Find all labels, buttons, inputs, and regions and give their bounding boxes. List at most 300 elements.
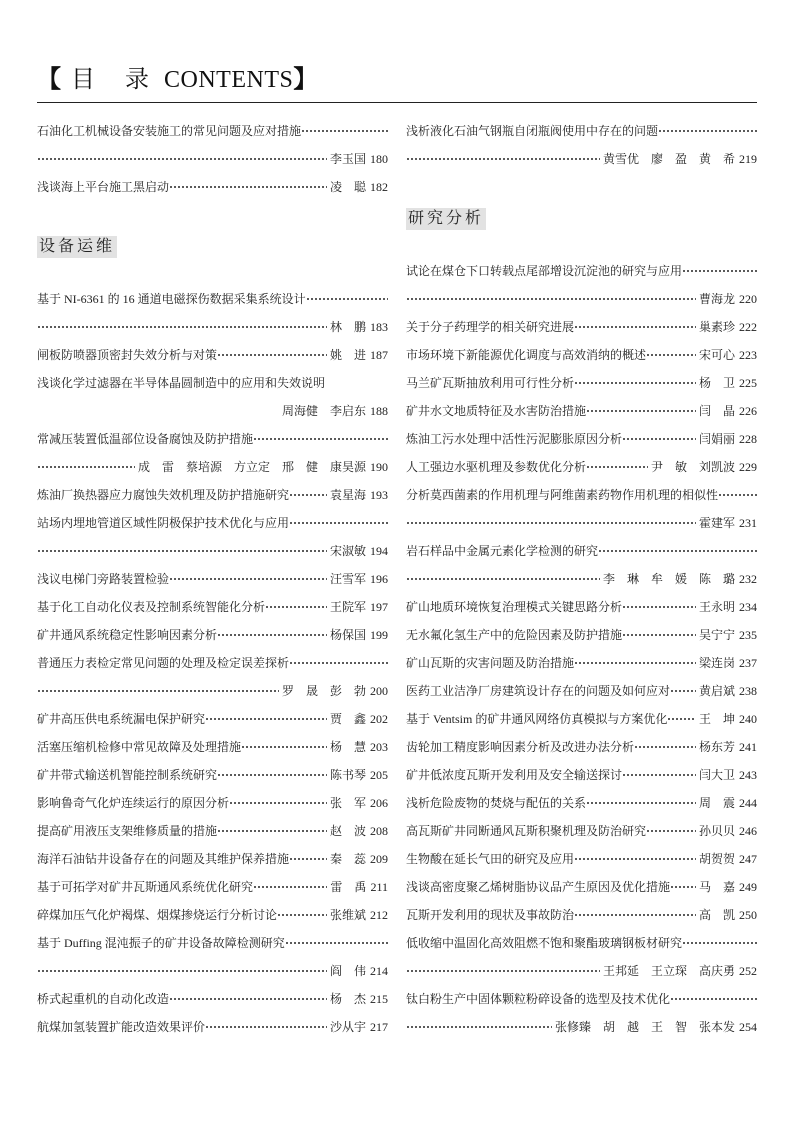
entry-authors: 汪雪军: [329, 572, 366, 586]
dot-leader: [253, 425, 388, 453]
entry-authors: 王院军: [329, 600, 366, 614]
entry-line: [406, 705, 757, 733]
entry-title: 浅谈海上平台施工黑启动: [37, 180, 170, 194]
dot-leader: [682, 929, 757, 957]
toc-entry: [406, 341, 757, 369]
entry-title: 齿轮加工精度影响因素分析及改进办法分析: [406, 740, 635, 754]
entry-title: 浅议电梯门旁路装置检验: [37, 572, 170, 586]
entry-title: 医药工业洁净厂房建筑设计存在的问题及如何应对: [406, 684, 671, 698]
entry-authors: 王永明: [698, 600, 735, 614]
dot-leader: [169, 173, 327, 201]
dot-leader: [289, 509, 388, 537]
entry-byline: [37, 677, 388, 705]
dot-leader: [667, 705, 696, 733]
entry-title: 生物酸在延长气田的研究及应用: [406, 852, 575, 866]
entry-authors: 孙贝贝: [698, 824, 735, 838]
entry-authors: 李 琳 牟 媛 陈 璐: [602, 572, 735, 586]
dot-leader: [406, 1013, 552, 1041]
dot-leader: [406, 285, 696, 313]
entry-line: [37, 789, 388, 817]
entry-title: 普通压力表检定常见问题的处理及检定误差探析: [37, 656, 290, 670]
entry-title: 矿井高压供电系统漏电保护研究: [37, 712, 206, 726]
dot-leader: [301, 117, 388, 145]
entry-authors: 闫大卫: [698, 768, 735, 782]
toc-entry: [406, 313, 757, 341]
entry-authors: 周海健 李启东: [281, 404, 366, 418]
header-rule: [37, 102, 757, 103]
dot-leader: [277, 901, 327, 929]
section-research-analysis: [406, 173, 757, 1041]
entry-authors: 杨 慧: [329, 740, 366, 754]
toc-entry: [406, 733, 757, 761]
entry-line: [37, 985, 388, 1013]
entry-authors: 罗 晟 彭 勃: [281, 684, 366, 698]
entry-title: 关于分子药理学的相关研究进展: [406, 320, 575, 334]
entry-title: 常减压装置低温部位设备腐蚀及防护措施: [37, 432, 254, 446]
entry-page: 228: [739, 432, 757, 446]
toc-entry: [37, 369, 388, 425]
entry-title: 桥式起重机的自动化改造: [37, 992, 170, 1006]
entry-authors: 杨保国: [329, 628, 366, 642]
toc-entry: [37, 733, 388, 761]
entry-authors: 王邦延 王立琛 高庆勇: [602, 964, 735, 978]
entry-title-line: [37, 929, 388, 957]
entry-title-line: [37, 117, 388, 145]
entry-line: [406, 733, 757, 761]
entry-authors: 霍建军: [698, 516, 735, 530]
entry-title-line: [406, 929, 757, 957]
dot-leader: [217, 817, 327, 845]
entry-title: 活塞压缩机检修中常见故障及处理措施: [37, 740, 242, 754]
toc-entry: [406, 481, 757, 537]
entry-title-line: [406, 117, 757, 145]
toc-entry: [406, 677, 757, 705]
entry-page: 250: [739, 908, 757, 922]
entry-authors: 黄雪优 廖 盈 黄 希: [602, 152, 735, 166]
entry-authors: 阎 伟: [329, 964, 366, 978]
entry-page: 190: [370, 460, 388, 474]
entry-line: [37, 845, 388, 873]
dot-leader: [37, 957, 327, 985]
toc-entry: [37, 481, 388, 509]
dot-leader: [37, 313, 327, 341]
dot-leader: [718, 481, 757, 509]
entry-title: 闸板防喷器顶密封失效分析与对策: [37, 348, 218, 362]
entry-title: 浅谈高密度聚乙烯树脂协议品产生原因及优化措施: [406, 880, 671, 894]
entry-page: 244: [739, 796, 757, 810]
dot-leader: [574, 649, 696, 677]
entry-line: [37, 705, 388, 733]
entry-page: 229: [739, 460, 757, 474]
entry-line: [37, 873, 388, 901]
entry-title: 分析莫西菌素的作用机理与阿维菌素药物作用机理的相似性: [406, 488, 719, 502]
entry-authors: 宋可心: [698, 348, 735, 362]
entry-line: [406, 621, 757, 649]
toc-entry: [406, 929, 757, 985]
dot-leader: [646, 341, 696, 369]
entry-byline: [37, 537, 388, 565]
toc-entry: [37, 285, 388, 341]
dot-leader: [37, 677, 279, 705]
heading-title-en: CONTENTS: [164, 67, 294, 93]
entry-title-line: [406, 985, 757, 1013]
entry-line: [406, 341, 757, 369]
dot-leader: [289, 481, 327, 509]
toc-entry: [37, 873, 388, 901]
section-heading: 设备运维: [37, 236, 117, 258]
entry-authors: 周 震: [698, 796, 735, 810]
entry-title: 影响鲁奇气化炉连续运行的原因分析: [37, 796, 230, 810]
toc-entry: [37, 901, 388, 929]
entry-authors: 闫娟丽: [698, 432, 735, 446]
toc-entry: [37, 705, 388, 733]
dot-leader: [169, 565, 327, 593]
entry-authors: 赵 波: [329, 824, 366, 838]
entry-title-line: [37, 649, 388, 677]
toc-entry: [37, 621, 388, 649]
toc-entry: [406, 621, 757, 649]
entry-byline: [406, 957, 757, 985]
entry-authors: 陈书琴: [329, 768, 366, 782]
entry-authors: 李玉国: [329, 152, 366, 166]
entry-page: 241: [739, 740, 757, 754]
entry-authors: 成 雷 蔡培源 方立定 邢 健 康昊源: [137, 460, 366, 474]
entry-page: 208: [370, 824, 388, 838]
entry-line: [406, 593, 757, 621]
dot-leader: [622, 593, 696, 621]
entry-line: [406, 425, 757, 453]
entry-title: 矿井低浓度瓦斯开发利用及安全输送探讨: [406, 768, 623, 782]
entry-page: 183: [370, 320, 388, 334]
entry-page: 222: [739, 320, 757, 334]
entry-page: 235: [739, 628, 757, 642]
entry-authors: 杨 杰: [329, 992, 366, 1006]
entry-authors: 黄启斌: [698, 684, 735, 698]
toc-entry: [37, 845, 388, 873]
entry-title: 碎煤加压气化炉褐煤、烟煤掺烧运行分析讨论: [37, 908, 278, 922]
entry-title-line: [406, 537, 757, 565]
entry-line: [37, 901, 388, 929]
entry-line: [406, 873, 757, 901]
entry-line: [406, 761, 757, 789]
entry-authors: 姚 进: [329, 348, 366, 362]
toc-column-right: [406, 117, 757, 1041]
entry-title-line: [37, 285, 388, 313]
entry-authors: 张 军: [329, 796, 366, 810]
dot-leader: [217, 621, 327, 649]
dot-leader: [670, 985, 757, 1013]
dot-leader: [574, 313, 696, 341]
dot-leader: [205, 705, 327, 733]
entry-title: 基于可拓学对矿井瓦斯通风系统优化研究: [37, 880, 254, 894]
entry-title: 提高矿用液压支架维修质量的措施: [37, 824, 218, 838]
entry-title: 马兰矿瓦斯抽放利用可行性分析: [406, 376, 575, 390]
dot-leader: [289, 649, 388, 677]
toc-entry: [37, 985, 388, 1013]
toc-entry: [406, 985, 757, 1041]
entry-title: 石油化工机械设备安装施工的常见问题及应对措施: [37, 124, 302, 138]
dot-leader: [670, 677, 696, 705]
entry-authors: 宋淑敏: [329, 544, 366, 558]
entry-page: 238: [739, 684, 757, 698]
entry-title-line: [406, 257, 757, 285]
entry-line: [37, 565, 388, 593]
entry-title: 基于 NI-6361 的 16 通道电磁探伤数据采集系统设计: [37, 292, 306, 306]
entry-page: 247: [739, 852, 757, 866]
dot-leader: [574, 901, 696, 929]
entry-title: 岩石样品中金属元素化学检测的研究: [406, 544, 599, 558]
entry-page: 180: [370, 152, 388, 166]
entry-title: 试论在煤仓下口转载点尾部增设沉淀池的研究与应用: [406, 264, 683, 278]
toc-entry: [37, 341, 388, 369]
entry-page: 243: [739, 768, 757, 782]
entry-authors: 袁星海: [329, 488, 366, 502]
heading-bracket-close: 】: [293, 67, 318, 93]
toc-column-left: [37, 117, 388, 1041]
entry-line: [37, 1013, 388, 1041]
entry-page: 237: [739, 656, 757, 670]
section-entries: [406, 257, 757, 1041]
entry-title: 基于化工自动化仪表及控制系统智能化分析: [37, 600, 266, 614]
dot-leader: [622, 621, 696, 649]
entry-line: [406, 845, 757, 873]
dot-leader: [634, 733, 696, 761]
dot-leader: [265, 593, 327, 621]
entry-line: [37, 481, 388, 509]
entry-authors: 贾 鑫: [329, 712, 366, 726]
entry-page: 226: [739, 404, 757, 418]
entry-page: 205: [370, 768, 388, 782]
dot-leader: [406, 957, 600, 985]
dot-leader: [574, 845, 696, 873]
entry-line: [37, 173, 388, 201]
entry-line: [406, 901, 757, 929]
section-head-row: [406, 173, 757, 257]
dot-leader: [37, 537, 327, 565]
toc-entry: [406, 425, 757, 453]
toc-entry: [406, 537, 757, 593]
entry-page: 246: [739, 824, 757, 838]
entry-page: 254: [739, 1020, 757, 1034]
dot-leader: [586, 453, 648, 481]
toc-entry: [406, 453, 757, 481]
dot-leader: [586, 789, 696, 817]
toc-entry: [406, 369, 757, 397]
entry-page: 215: [370, 992, 388, 1006]
dot-leader: [406, 509, 696, 537]
entry-page: 211: [370, 880, 388, 894]
entry-line: [406, 397, 757, 425]
dot-leader: [646, 817, 696, 845]
continued-entries: [406, 117, 757, 173]
entry-page: 225: [739, 376, 757, 390]
toc-entry: [37, 425, 388, 481]
dot-leader: [622, 761, 696, 789]
entry-page: 212: [370, 908, 388, 922]
section-heading: 研究分析: [406, 208, 486, 230]
toc-entry: [406, 817, 757, 845]
toc-entry: [406, 789, 757, 817]
toc-entry: [406, 117, 757, 173]
section-equipment-maintenance: [37, 201, 388, 1041]
entry-page: 249: [739, 880, 757, 894]
entry-title: 矿井水文地质特征及水害防治措施: [406, 404, 587, 418]
entry-line: [37, 341, 388, 369]
toc-entry: [37, 565, 388, 593]
entry-authors: 秦 蕊: [329, 852, 366, 866]
entry-authors: 林 鹏: [329, 320, 366, 334]
entry-title: 瓦斯开发利用的现状及事故防治: [406, 908, 575, 922]
toc-entry: [406, 257, 757, 313]
toc-entry: [406, 649, 757, 677]
entry-byline: [406, 565, 757, 593]
toc-entry: [406, 901, 757, 929]
entry-page: 193: [370, 488, 388, 502]
entry-authors: 凌 聪: [329, 180, 366, 194]
entry-page: 209: [370, 852, 388, 866]
toc-entry: [406, 397, 757, 425]
entry-line: [37, 761, 388, 789]
entry-page: 231: [739, 516, 757, 530]
entry-page: 220: [739, 292, 757, 306]
entry-line: [406, 369, 757, 397]
toc-entry: [406, 705, 757, 733]
entry-title: 高瓦斯矿井同断通风瓦斯积聚机理及防治研究: [406, 824, 647, 838]
entry-authors: 胡贺贺: [698, 852, 735, 866]
entry-authors: 杨东芳: [698, 740, 735, 754]
toc-entry: [406, 845, 757, 873]
entry-title: 低收缩中温固化高效阻燃不饱和聚酯玻璃钢板材研究: [406, 936, 683, 950]
entry-page: 252: [739, 964, 757, 978]
entry-title: 浅析液化石油气钢瓶自闭瓶阀使用中存在的问题: [406, 124, 659, 138]
dot-leader: [622, 425, 696, 453]
entry-line: [406, 789, 757, 817]
toc-entry: [406, 761, 757, 789]
toc-entry: [37, 761, 388, 789]
toc-entry: [37, 593, 388, 621]
dot-leader: [574, 369, 696, 397]
toc-entry: [37, 117, 388, 173]
entry-title: 海洋石油钻井设备存在的问题及其维护保养措施: [37, 852, 290, 866]
entry-authors: 张维斌: [329, 908, 366, 922]
entry-authors: 马 嘉: [698, 880, 735, 894]
dot-leader: [229, 789, 327, 817]
entry-byline: [37, 957, 388, 985]
dot-leader: [406, 565, 600, 593]
entry-title: 市场环境下新能源优化调度与高效消纳的概述: [406, 348, 647, 362]
entry-byline: [37, 453, 388, 481]
entry-authors: 梁连岗: [698, 656, 735, 670]
contents-heading: [37, 64, 317, 96]
dot-leader: [205, 1013, 327, 1041]
toc-entry: [406, 873, 757, 901]
entry-title: 浅谈化学过滤器在半导体晶圆制造中的应用和失效说明: [37, 376, 326, 390]
dot-leader: [670, 873, 696, 901]
toc-entry: [37, 929, 388, 985]
entry-authors: 高 凯: [698, 908, 735, 922]
entry-title: 站场内埋地管道区域性阴极保护技术优化与应用: [37, 516, 290, 530]
entry-byline: [37, 397, 388, 425]
dot-leader: [586, 397, 696, 425]
entry-title: 基于 Ventsim 的矿井通风网络仿真模拟与方案优化: [406, 712, 668, 726]
entry-page: 223: [739, 348, 757, 362]
entry-page: 203: [370, 740, 388, 754]
entry-authors: 杨 卫: [698, 376, 735, 390]
entry-page: 196: [370, 572, 388, 586]
entry-byline: [37, 145, 388, 173]
entry-title: 矿山瓦斯的灾害问题及防治措施: [406, 656, 575, 670]
entry-title: 矿山地质环境恢复治理模式关键思路分析: [406, 600, 623, 614]
entry-page: 188: [370, 404, 388, 418]
entry-page: 200: [370, 684, 388, 698]
dot-leader: [406, 145, 600, 173]
entry-authors: 沙从宇: [329, 1020, 366, 1034]
entry-byline: [37, 313, 388, 341]
dot-leader: [217, 761, 327, 789]
dot-leader: [37, 145, 327, 173]
entry-line: [406, 817, 757, 845]
entry-title-line: [37, 509, 388, 537]
continued-entries: [37, 117, 388, 201]
entry-page: 187: [370, 348, 388, 362]
entry-title: 炼油厂换热器应力腐蚀失效机理及防护措施研究: [37, 488, 290, 502]
entry-title: 炼油工污水处理中活性污泥膨胀原因分析: [406, 432, 623, 446]
dot-leader: [306, 285, 388, 313]
entry-page: 234: [739, 600, 757, 614]
entry-byline: [406, 509, 757, 537]
entry-authors: 尹 敏 刘凯波: [650, 460, 735, 474]
entry-page: 217: [370, 1020, 388, 1034]
entry-title: 钛白粉生产中固体颗粒粉碎设备的选型及技术优化: [406, 992, 671, 1006]
entry-byline: [406, 1013, 757, 1041]
entry-title: 矿井通风系统稳定性影响因素分析: [37, 628, 218, 642]
entry-authors: 曹海龙: [698, 292, 735, 306]
entry-title-line: [37, 425, 388, 453]
entry-title-line: [406, 481, 757, 509]
entry-line: [37, 817, 388, 845]
dot-leader: [37, 453, 135, 481]
entry-page: 214: [370, 964, 388, 978]
entry-authors: 王 坤: [698, 712, 735, 726]
dot-leader: [598, 537, 757, 565]
dot-leader: [285, 929, 388, 957]
entry-line: [406, 649, 757, 677]
entry-page: 182: [370, 180, 388, 194]
entry-line: [37, 733, 388, 761]
entry-line: [406, 453, 757, 481]
entry-page: 232: [739, 572, 757, 586]
dot-leader: [217, 341, 327, 369]
entry-line: [37, 593, 388, 621]
entry-title: 矿井带式输送机智能控制系统研究: [37, 768, 218, 782]
entry-authors: 巢素珍: [698, 320, 735, 334]
entry-title-line: [37, 369, 388, 397]
entry-authors: 雷 禹: [330, 880, 367, 894]
toc-entry: [37, 173, 388, 201]
dot-leader: [253, 873, 327, 901]
toc-entry: [37, 789, 388, 817]
entry-page: 240: [739, 712, 757, 726]
entry-title: 无水氟化氢生产中的危险因素及防护措施: [406, 628, 623, 642]
entry-page: 202: [370, 712, 388, 726]
entry-line: [406, 677, 757, 705]
toc-entry: [37, 509, 388, 565]
toc-entry: [37, 1013, 388, 1041]
dot-leader: [682, 257, 757, 285]
heading-bracket-open: 【: [37, 67, 61, 93]
entry-line: [406, 313, 757, 341]
toc-entry: [37, 817, 388, 845]
